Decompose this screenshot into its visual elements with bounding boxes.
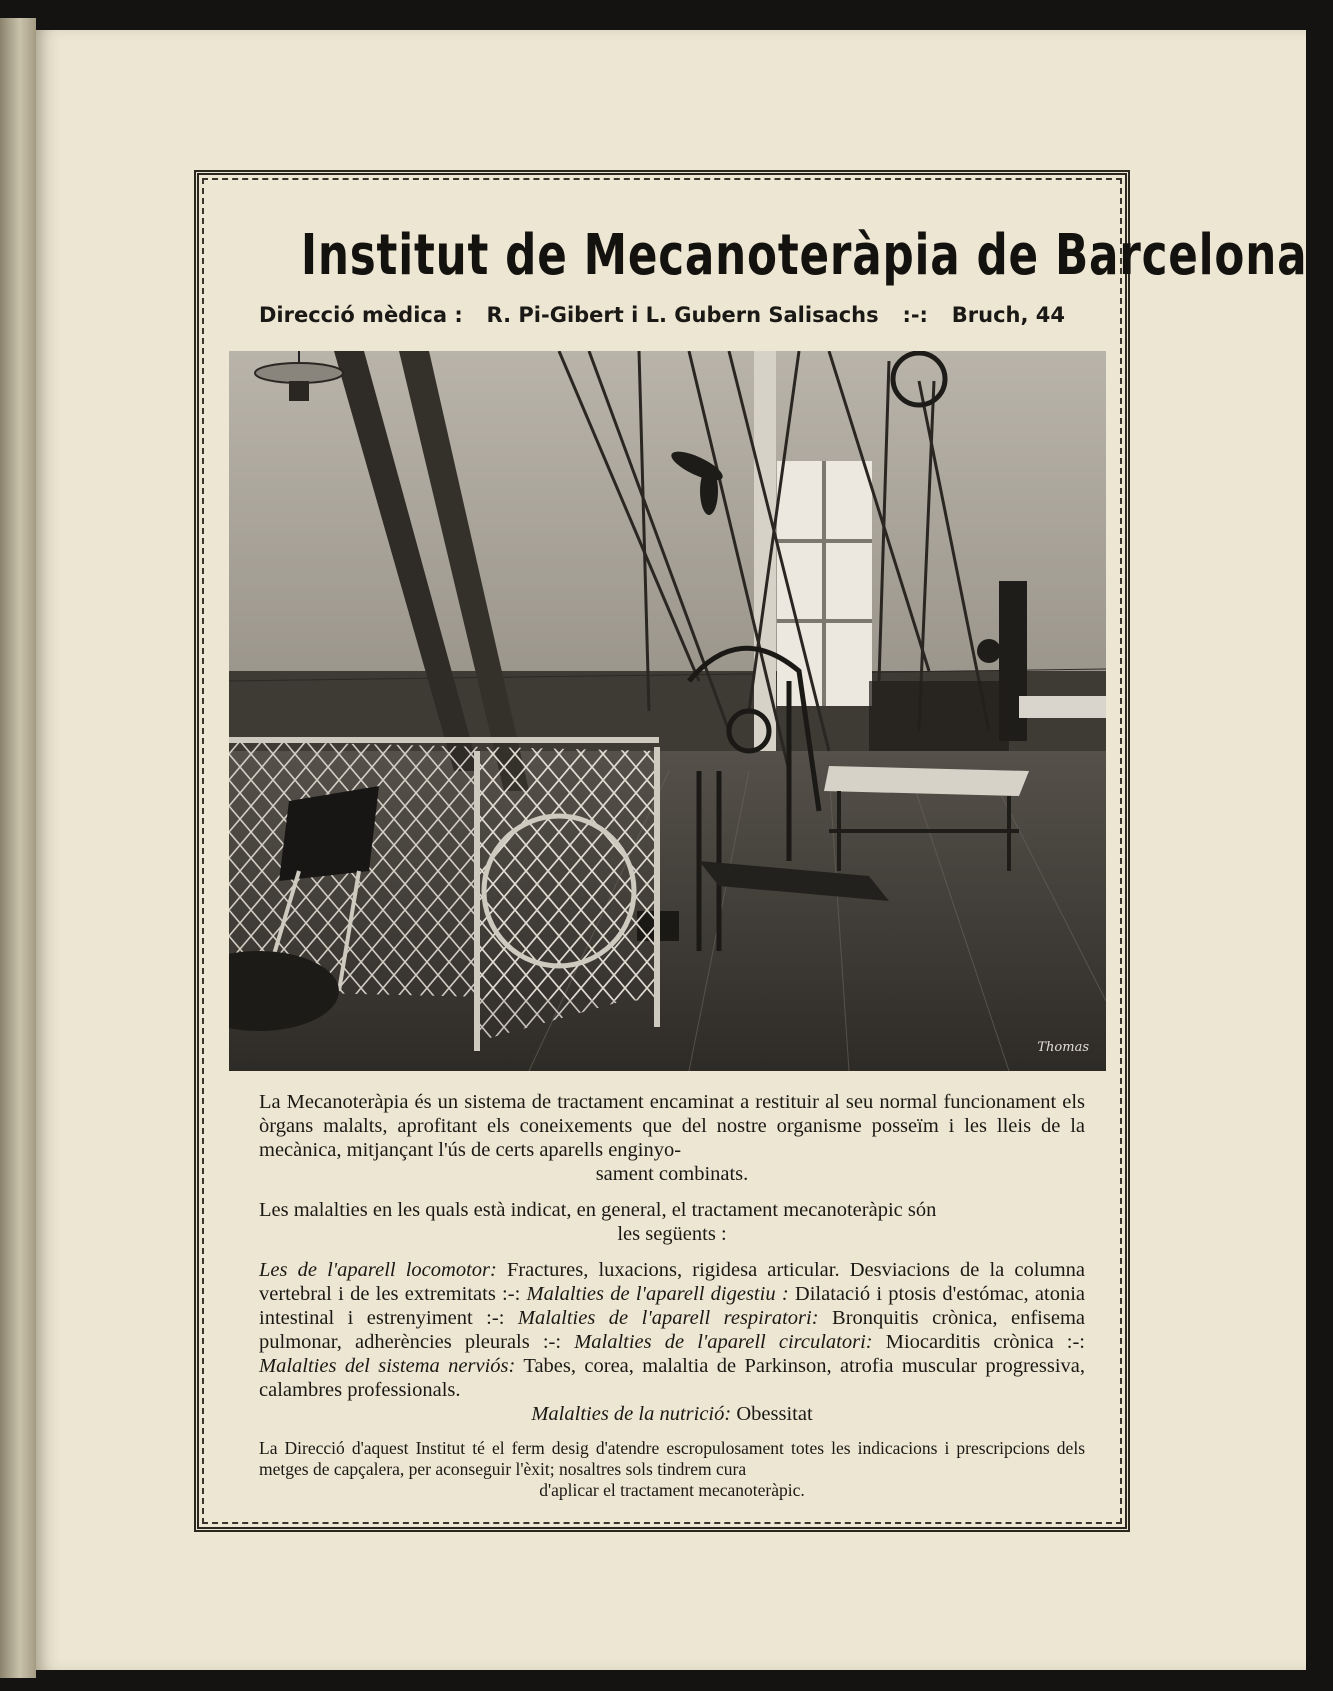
treatment-table — [824, 766, 1029, 796]
diseases-list-paragraph — [259, 1258, 1085, 1426]
category-nutrition: Malalties de la nutrició: — [531, 1403, 732, 1425]
diseases-nervous: Tabes, corea, malaltia de Parkinson, atrofia muscular progressiva, calambres professionals. — [259, 1355, 1086, 1401]
category-respiratory: Malalties de l'aparell respiratori: — [517, 1307, 819, 1329]
ad-body-text — [259, 1090, 1085, 1513]
diseases-respiratory: Bronquitis crònica, enfisema pulmonar, adherències pleurals :-: — [259, 1307, 1086, 1353]
diseases-nutrition: Obessitat — [731, 1403, 813, 1425]
closing-text-end: d'aplicar el tractament mecanoteràpic. — [539, 1480, 805, 1500]
ad-subtitle — [259, 303, 1065, 327]
diseases-locomotor: Fractures, luxacions, rigidesa articular. Desviacions de la columna vertebral i de les extremitats :-: — [259, 1259, 1085, 1305]
ad-title: Institut de Mecanoteràpia de Barcelona — [300, 223, 1308, 288]
book-spine-edge — [0, 18, 36, 1678]
indications-paragraph — [259, 1198, 1085, 1246]
category-digestive: Malalties de l'aparell digestiu : — [526, 1283, 789, 1305]
nutrition-line — [259, 1402, 1085, 1426]
closing-text: La Direcció d'aquest Institut té el ferm desig d'atendre escropulosament totes les indicacions i prescripcions dels metges de capçalera, per aconseguir l'èxit; nosaltres sols tindrem cura — [259, 1438, 1085, 1479]
doctor-names: R. Pi-Gibert i L. Gubern Salisachs — [486, 303, 879, 327]
gymnasium-photograph — [229, 351, 1106, 1071]
diseases-circulatory: Miocarditis crònica :-: — [872, 1331, 1085, 1353]
address: Bruch, 44 — [951, 303, 1065, 327]
intro-text-end: sament combinats. — [595, 1163, 749, 1185]
intro-paragraph — [259, 1090, 1085, 1186]
closing-paragraph — [259, 1438, 1085, 1501]
indications-text: Les malalties en les quals està indicat, en general, el tractament mecanoteràpic són — [259, 1199, 937, 1221]
category-nervous: Malalties del sistema nerviós: — [259, 1355, 516, 1377]
category-locomotor: Les de l'aparell locomotor: — [259, 1259, 497, 1281]
intro-text: La Mecanoteràpia és un sistema de tractament encaminat a restituir al seu normal funcionament els òrgans malalts, aprofitant els coneixements que del nostre organisme posseïm i les lleis de la mecànica, mitjançant l'ús de certs aparells enginyo- — [259, 1091, 1085, 1161]
direction-label: Direcció mèdica : — [259, 303, 463, 327]
advertisement-frame — [194, 170, 1308, 1532]
photographer-signature: Thomas — [1037, 1040, 1089, 1055]
indications-text-end: les següents : — [617, 1223, 727, 1245]
subtitle-separator: :-: — [902, 303, 928, 327]
diseases-digestive: Dilatació i ptosis d'estómac, atonia intestinal i estrenyiment :-: — [259, 1283, 1085, 1329]
category-circulatory: Malalties de l'aparell circulatori: — [574, 1331, 873, 1353]
magazine-page — [36, 30, 1306, 1670]
